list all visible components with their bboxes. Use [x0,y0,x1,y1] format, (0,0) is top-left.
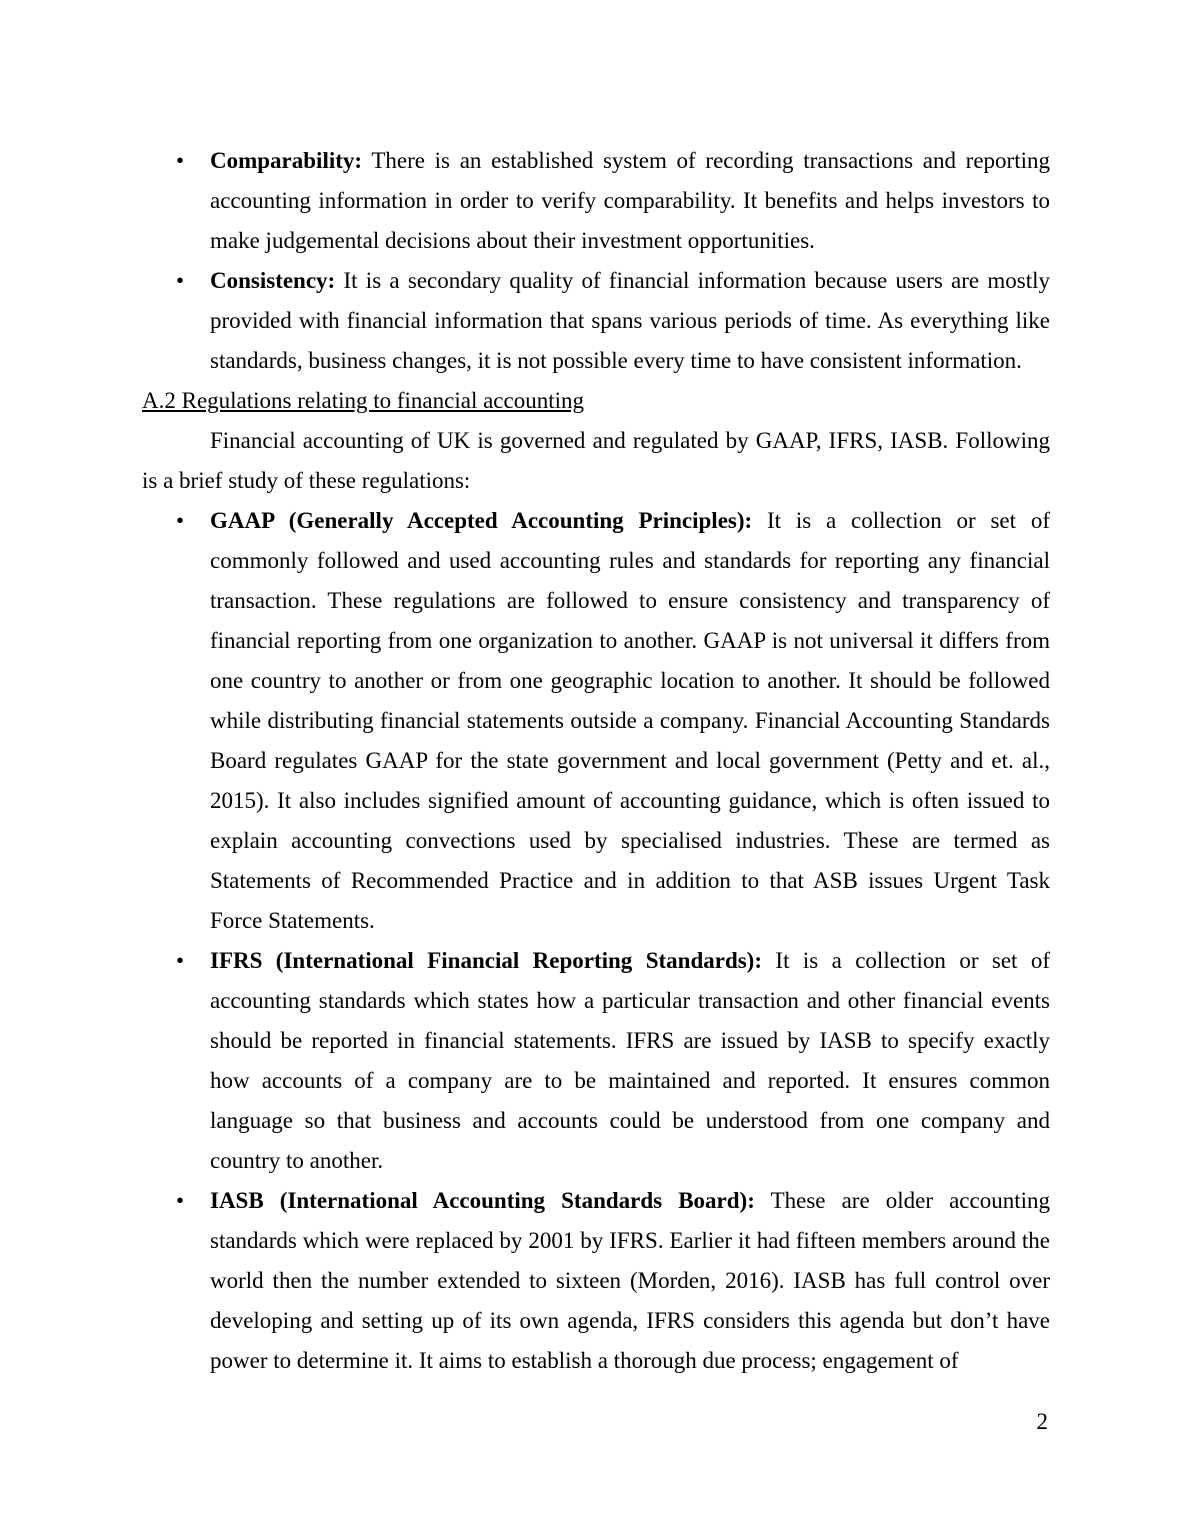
page-number: 2 [1036,1409,1048,1434]
page-content [142,141,1050,1381]
bullet-item-gaap [142,501,1050,941]
bullet-lead: IFRS (International Financial Reporting Standards): [210,948,762,973]
bullet-body: There is an established system of recording transactions and reporting accounting information in order to verify comparability. It benefits and helps investors to make judgemental decisions about their investment opportunities. [210,148,1050,253]
bullet-lead: IASB (International Accounting Standards Board): [210,1188,755,1213]
bullet-body: It is a collection or set of commonly followed and used accounting rules and standards for reporting any financial transaction. These regulations are followed to ensure consistency and transparency of financial reporting from one organization to another. GAAP is not universal it differs from one country to another or from one geographic location to another. It should be followed while distributing financial statements outside a company. Financial Accounting Standards Board regulates GAAP for the state government and local government (Petty and et. al., 2015). It also includes signified amount of accounting guidance, which is often issued to explain accounting convections used by specialised industries. These are termed as Statements of Recommended Practice and in addition to that ASB issues Urgent Task Force Statements. [210,508,1050,933]
intro-paragraph: Financial accounting of UK is governed and regulated by GAAP, IFRS, IASB. Following is a brief study of these regulations: [142,428,1050,493]
bullet-lead: GAAP (Generally Accepted Accounting Principles): [210,508,753,533]
bullet-body: These are older accounting standards which were replaced by 2001 by IFRS. Earlier it had fifteen members around the world then the number extended to sixteen (Morden, 2016). IASB has full control over developing and setting up of its own agenda, IFRS considers this agenda but don’t have power to determine it. It aims to establish a thorough due process; engagement of [210,1188,1050,1373]
bullet-item-consistency [142,261,1050,381]
bullet-lead: Consistency: [210,268,336,293]
quality-bullet-list [142,141,1050,381]
regulation-bullet-list [142,501,1050,1381]
bullet-lead: Comparability: [210,148,363,173]
bullet-body: It is a secondary quality of financial information because users are mostly provided with financial information that spans various periods of time. As everything like standards, business changes, it is not possible every time to have consistent information. [210,268,1050,373]
bullet-item-ifrs [142,941,1050,1181]
bullet-item-comparability [142,141,1050,261]
section-heading: A.2 Regulations relating to financial accounting [142,388,584,413]
bullet-body: It is a collection or set of accounting standards which states how a particular transaction and other financial events should be reported in financial statements. IFRS are issued by IASB to specify exactly how accounts of a company are to be maintained and reported. It ensures common language so that business and accounts could be understood from one company and country to another. [210,948,1050,1173]
bullet-item-iasb [142,1181,1050,1381]
